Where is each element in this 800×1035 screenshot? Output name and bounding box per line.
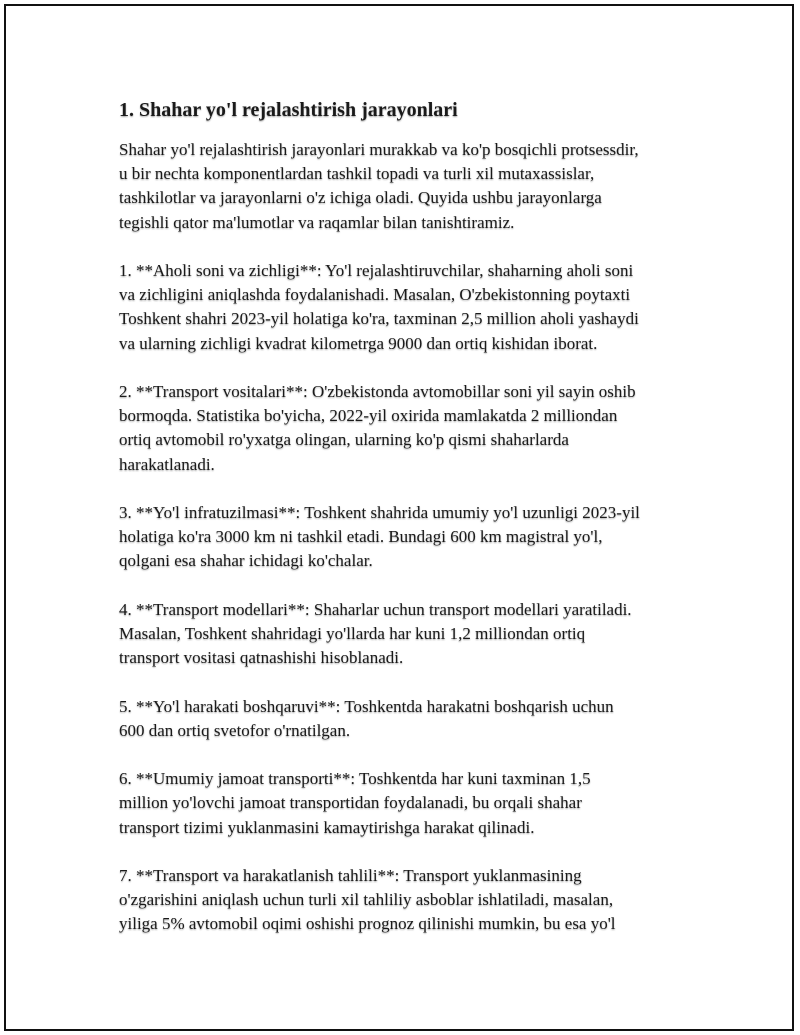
text-line: ortiq avtomobil ro'yxatga olingan, ularning ko'p qismi shaharlarda — [119, 430, 569, 450]
text-line: transport tizimi yuklanmasini kamaytirishga harakat qilinadi. — [119, 817, 535, 837]
page-title: 1. Shahar yo'l rejalashtirish jarayonlari — [119, 99, 458, 121]
paragraph-item-3 — [119, 501, 699, 574]
text-line: 6. **Umumiy jamoat transporti**: Toshkentda har kuni taxminan 1,5 — [119, 769, 591, 789]
text-line: Toshkent shahri 2023-yil holatiga ko'ra, taxminan 2,5 million aholi yashaydi — [119, 309, 639, 329]
paragraph-item-1 — [119, 259, 699, 356]
paragraph-item-5 — [119, 695, 699, 743]
text-line: transport vositasi qatnashishi hisoblanadi. — [119, 648, 404, 668]
paragraph-item-7 — [119, 864, 699, 937]
text-line: million yo'lovchi jamoat transportidan foydalanadi, bu orqali shahar — [119, 793, 582, 813]
text-line: 5. **Yo'l harakati boshqaruvi**: Toshkentda harakatni boshqarish uchun — [119, 696, 614, 716]
text-line: 4. **Transport modellari**: Shaharlar uchun transport modellari yaratiladi. — [119, 599, 632, 619]
text-line: va ularning zichligi kvadrat kilometrga 9000 dan ortiq kishidan iborat. — [119, 333, 598, 353]
text-line: 2. **Transport vositalari**: O'zbekistonda avtomobillar soni yil sayin oshib — [119, 382, 636, 401]
text-line: tegishli qator ma'lumotlar va raqamlar bilan tanishtiramiz. — [119, 212, 515, 232]
text-line: Shahar yo'l rejalashtirish jarayonlari murakkab va ko'p bosqichli protsessdir, — [119, 140, 639, 159]
text-line: 600 dan ortiq svetofor o'rnatilgan. — [119, 720, 351, 740]
text-line: tashkilotlar va jarayonlarni o'z ichiga oladi. Quyida ushbu jarayonlarga — [119, 188, 602, 208]
text-line: va zichligini aniqlashda foydalanishadi. Masalan, O'zbekistonning poytaxti — [119, 285, 631, 305]
text-line: Masalan, Toshkent shahridagi yo'llarda har kuni 1,2 milliondan ortiq — [119, 624, 586, 643]
page-frame — [4, 4, 794, 1031]
paragraph-item-4 — [119, 598, 699, 671]
text-line: holatiga ko'ra 3000 km ni tashkil etadi. Bundagi 600 km magistral yo'l, — [119, 527, 603, 547]
document-body — [119, 96, 699, 961]
text-line: u bir nechta komponentlardan tashkil topadi va turli xil mutaxassislar, — [119, 164, 595, 184]
text-line: bormoqda. Statistika bo'yicha, 2022-yil oxirida mamlakatda 2 milliondan — [119, 406, 618, 426]
text-line: harakatlanadi. — [119, 454, 215, 474]
text-line: qolgani esa shahar ichidagi ko'chalar. — [119, 551, 373, 571]
text-line: 7. **Transport va harakatlanish tahlili**: Transport yuklanmasining — [119, 865, 582, 885]
text-line: yiliga 5% avtomobil oqimi oshishi prognoz qilinishi mumkin, bu esa yo'l — [119, 914, 616, 934]
paragraph-intro — [119, 138, 699, 235]
text-line: 1. **Aholi soni va zichligi**: Yo'l rejalashtiruvchilar, shaharning aholi soni — [119, 261, 634, 280]
text-line: o'zgarishini aniqlash uchun turli xil tahliliy asboblar ishlatiladi, masalan, — [119, 890, 614, 910]
text-line: 3. **Yo'l infratuzilmasi**: Toshkent shahrida umumiy yo'l uzunligi 2023-yil — [119, 503, 640, 522]
paragraph-item-6 — [119, 767, 699, 840]
paragraph-item-2 — [119, 380, 699, 477]
